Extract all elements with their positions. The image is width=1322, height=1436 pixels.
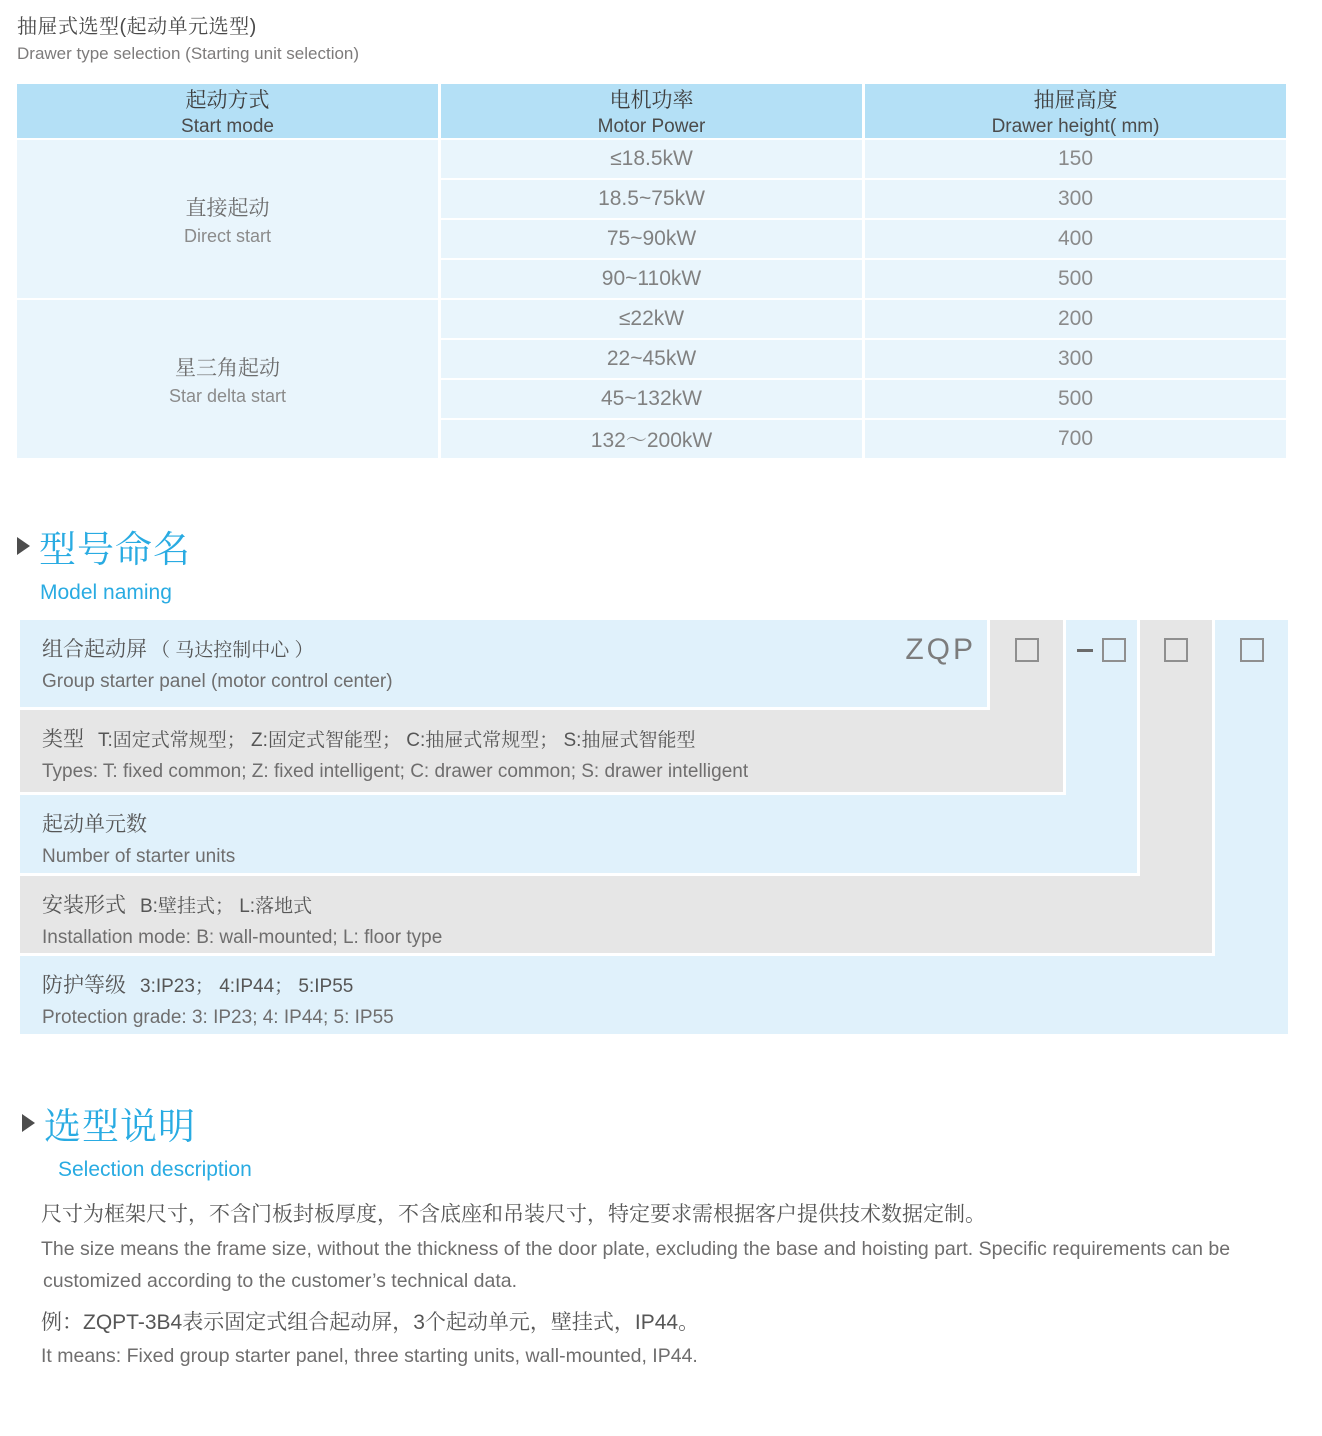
- model-code-slot-type: [990, 628, 1063, 672]
- naming-detail-cn: T:固定式常规型； Z:固定式智能型； C:抽屉式常规型； S:抽屉式智能型: [98, 730, 696, 751]
- col-header-en: Start mode: [181, 116, 274, 137]
- code-box-icon: [1102, 638, 1126, 662]
- naming-row-group-starter-panel: [20, 620, 987, 707]
- mode-cn: 直接起动: [185, 196, 270, 220]
- description-en-line2: customized according to the customer’s technical data.: [43, 1270, 518, 1292]
- mode-en: Star delta start: [168, 385, 287, 406]
- naming-term-cn: 安装形式: [42, 894, 126, 917]
- naming-row-types: [20, 710, 1063, 792]
- drawer-selection-table: [14, 82, 1289, 460]
- naming-row-en: Types: T: fixed common; Z: fixed intelligent; C: drawer common; S: drawer intelligent: [42, 761, 749, 782]
- start-mode-star-delta-cell: [17, 300, 438, 458]
- page-title-en: Drawer type selection (Starting unit selection): [17, 44, 360, 63]
- height-cell: 200: [865, 300, 1286, 338]
- selection-description-body: [41, 1198, 1316, 1368]
- height-cell: 150: [865, 140, 1286, 178]
- height-cell: 500: [865, 380, 1286, 418]
- col-header-motor-power: [441, 84, 862, 138]
- height-cell: 400: [865, 220, 1286, 258]
- example-en: It means: Fixed group starter panel, three starting units, wall-mounted, IP44.: [41, 1345, 698, 1367]
- model-naming-heading: [17, 519, 191, 605]
- height-cell: 300: [865, 340, 1286, 378]
- naming-row-installation-mode: [20, 876, 1212, 953]
- power-cell: ≤18.5kW: [441, 140, 862, 178]
- col-header-cn: 起动方式: [185, 89, 270, 112]
- model-naming-title-en: Model naming: [40, 581, 172, 604]
- height-cell: 300: [865, 180, 1286, 218]
- power-cell: 75~90kW: [441, 220, 862, 258]
- power-cell: 18.5~75kW: [441, 180, 862, 218]
- naming-row-protection-grade: [20, 956, 1288, 1034]
- naming-row-cn: [42, 723, 1063, 753]
- model-code-prefix: ZQP: [905, 633, 976, 666]
- model-code-slot-units: [1066, 628, 1137, 672]
- start-mode-direct-cell: [17, 140, 438, 298]
- col-header-en: Motor Power: [597, 116, 706, 137]
- power-cell: ≤22kW: [441, 300, 862, 338]
- code-box-icon: [1164, 638, 1188, 662]
- power-cell: 132～200kW: [441, 420, 862, 458]
- naming-term-cn: 防护等级: [42, 974, 126, 997]
- naming-row-cn: [42, 633, 987, 663]
- height-cell: 500: [865, 260, 1286, 298]
- col-header-start-mode: [17, 84, 438, 138]
- page-title-cn: 抽屉式选型(起动单元选型): [17, 16, 257, 38]
- naming-term-cn: 类型: [42, 728, 84, 751]
- naming-term-cn: 起动单元数: [42, 813, 147, 836]
- height-cell: 700: [865, 420, 1286, 458]
- power-cell: 22~45kW: [441, 340, 862, 378]
- col-header-en: Drawer height( mm): [991, 116, 1160, 137]
- naming-row-en: Protection grade: 3: IP23; 4: IP44; 5: IP55: [42, 1007, 394, 1028]
- section-marker-icon: [17, 537, 30, 555]
- model-naming-title-cn: 型号命名: [39, 529, 191, 570]
- mode-cn: 星三角起动: [175, 356, 280, 380]
- power-cell: 90~110kW: [441, 260, 862, 298]
- naming-detail-cn: B:壁挂式； L:落地式: [140, 896, 313, 917]
- mode-en: Direct start: [183, 225, 271, 246]
- section-marker-icon: [22, 1114, 35, 1132]
- description-en-line1: The size means the frame size, without the thickness of the door plate, excluding the base and hoisting part. Specific requirements can be: [41, 1238, 1231, 1260]
- table-header-row: [17, 84, 1286, 138]
- model-naming-diagram: [20, 620, 1288, 1034]
- dash-separator-icon: [1077, 649, 1093, 652]
- table-row: [17, 140, 1286, 178]
- selection-description-heading: [22, 1096, 252, 1182]
- naming-row-cn: [42, 808, 1137, 838]
- description-cn: 尺寸为框架尺寸，不含门板封板厚度，不含底座和吊装尺寸，特定要求需根据客户提供技术数据定制。: [41, 1203, 986, 1226]
- power-cell: 45~132kW: [441, 380, 862, 418]
- naming-row-en: Installation mode: B: wall-mounted; L: floor type: [42, 927, 443, 948]
- model-code-slot-protection: [1215, 628, 1288, 672]
- col-header-cn: 抽屉高度: [1033, 89, 1118, 112]
- code-box-icon: [1240, 638, 1264, 662]
- selection-description-title-en: Selection description: [58, 1158, 252, 1181]
- example-cn: 例：ZQPT-3B4表示固定式组合起动屏，3个起动单元，壁挂式，IP44。: [41, 1311, 700, 1334]
- table-row: [17, 300, 1286, 338]
- naming-detail-cn: 3:IP23； 4:IP44； 5:IP55: [140, 976, 354, 997]
- naming-row-en: Group starter panel (motor control center): [42, 671, 393, 692]
- model-code-slot-installation: [1140, 628, 1212, 672]
- naming-term-cn: 组合起动屏: [42, 638, 147, 661]
- naming-row-cn: [42, 969, 1288, 999]
- code-box-icon: [1015, 638, 1039, 662]
- selection-description-title-cn: 选型说明: [44, 1106, 196, 1147]
- naming-row-starter-units: [20, 795, 1137, 873]
- col-header-cn: 电机功率: [609, 89, 694, 112]
- naming-row-cn: [42, 889, 1212, 919]
- naming-row-en: Number of starter units: [42, 846, 236, 867]
- page-title: [17, 10, 359, 64]
- col-header-drawer-height: [865, 84, 1286, 138]
- naming-detail-cn: （ 马达控制中心 ）: [151, 640, 314, 661]
